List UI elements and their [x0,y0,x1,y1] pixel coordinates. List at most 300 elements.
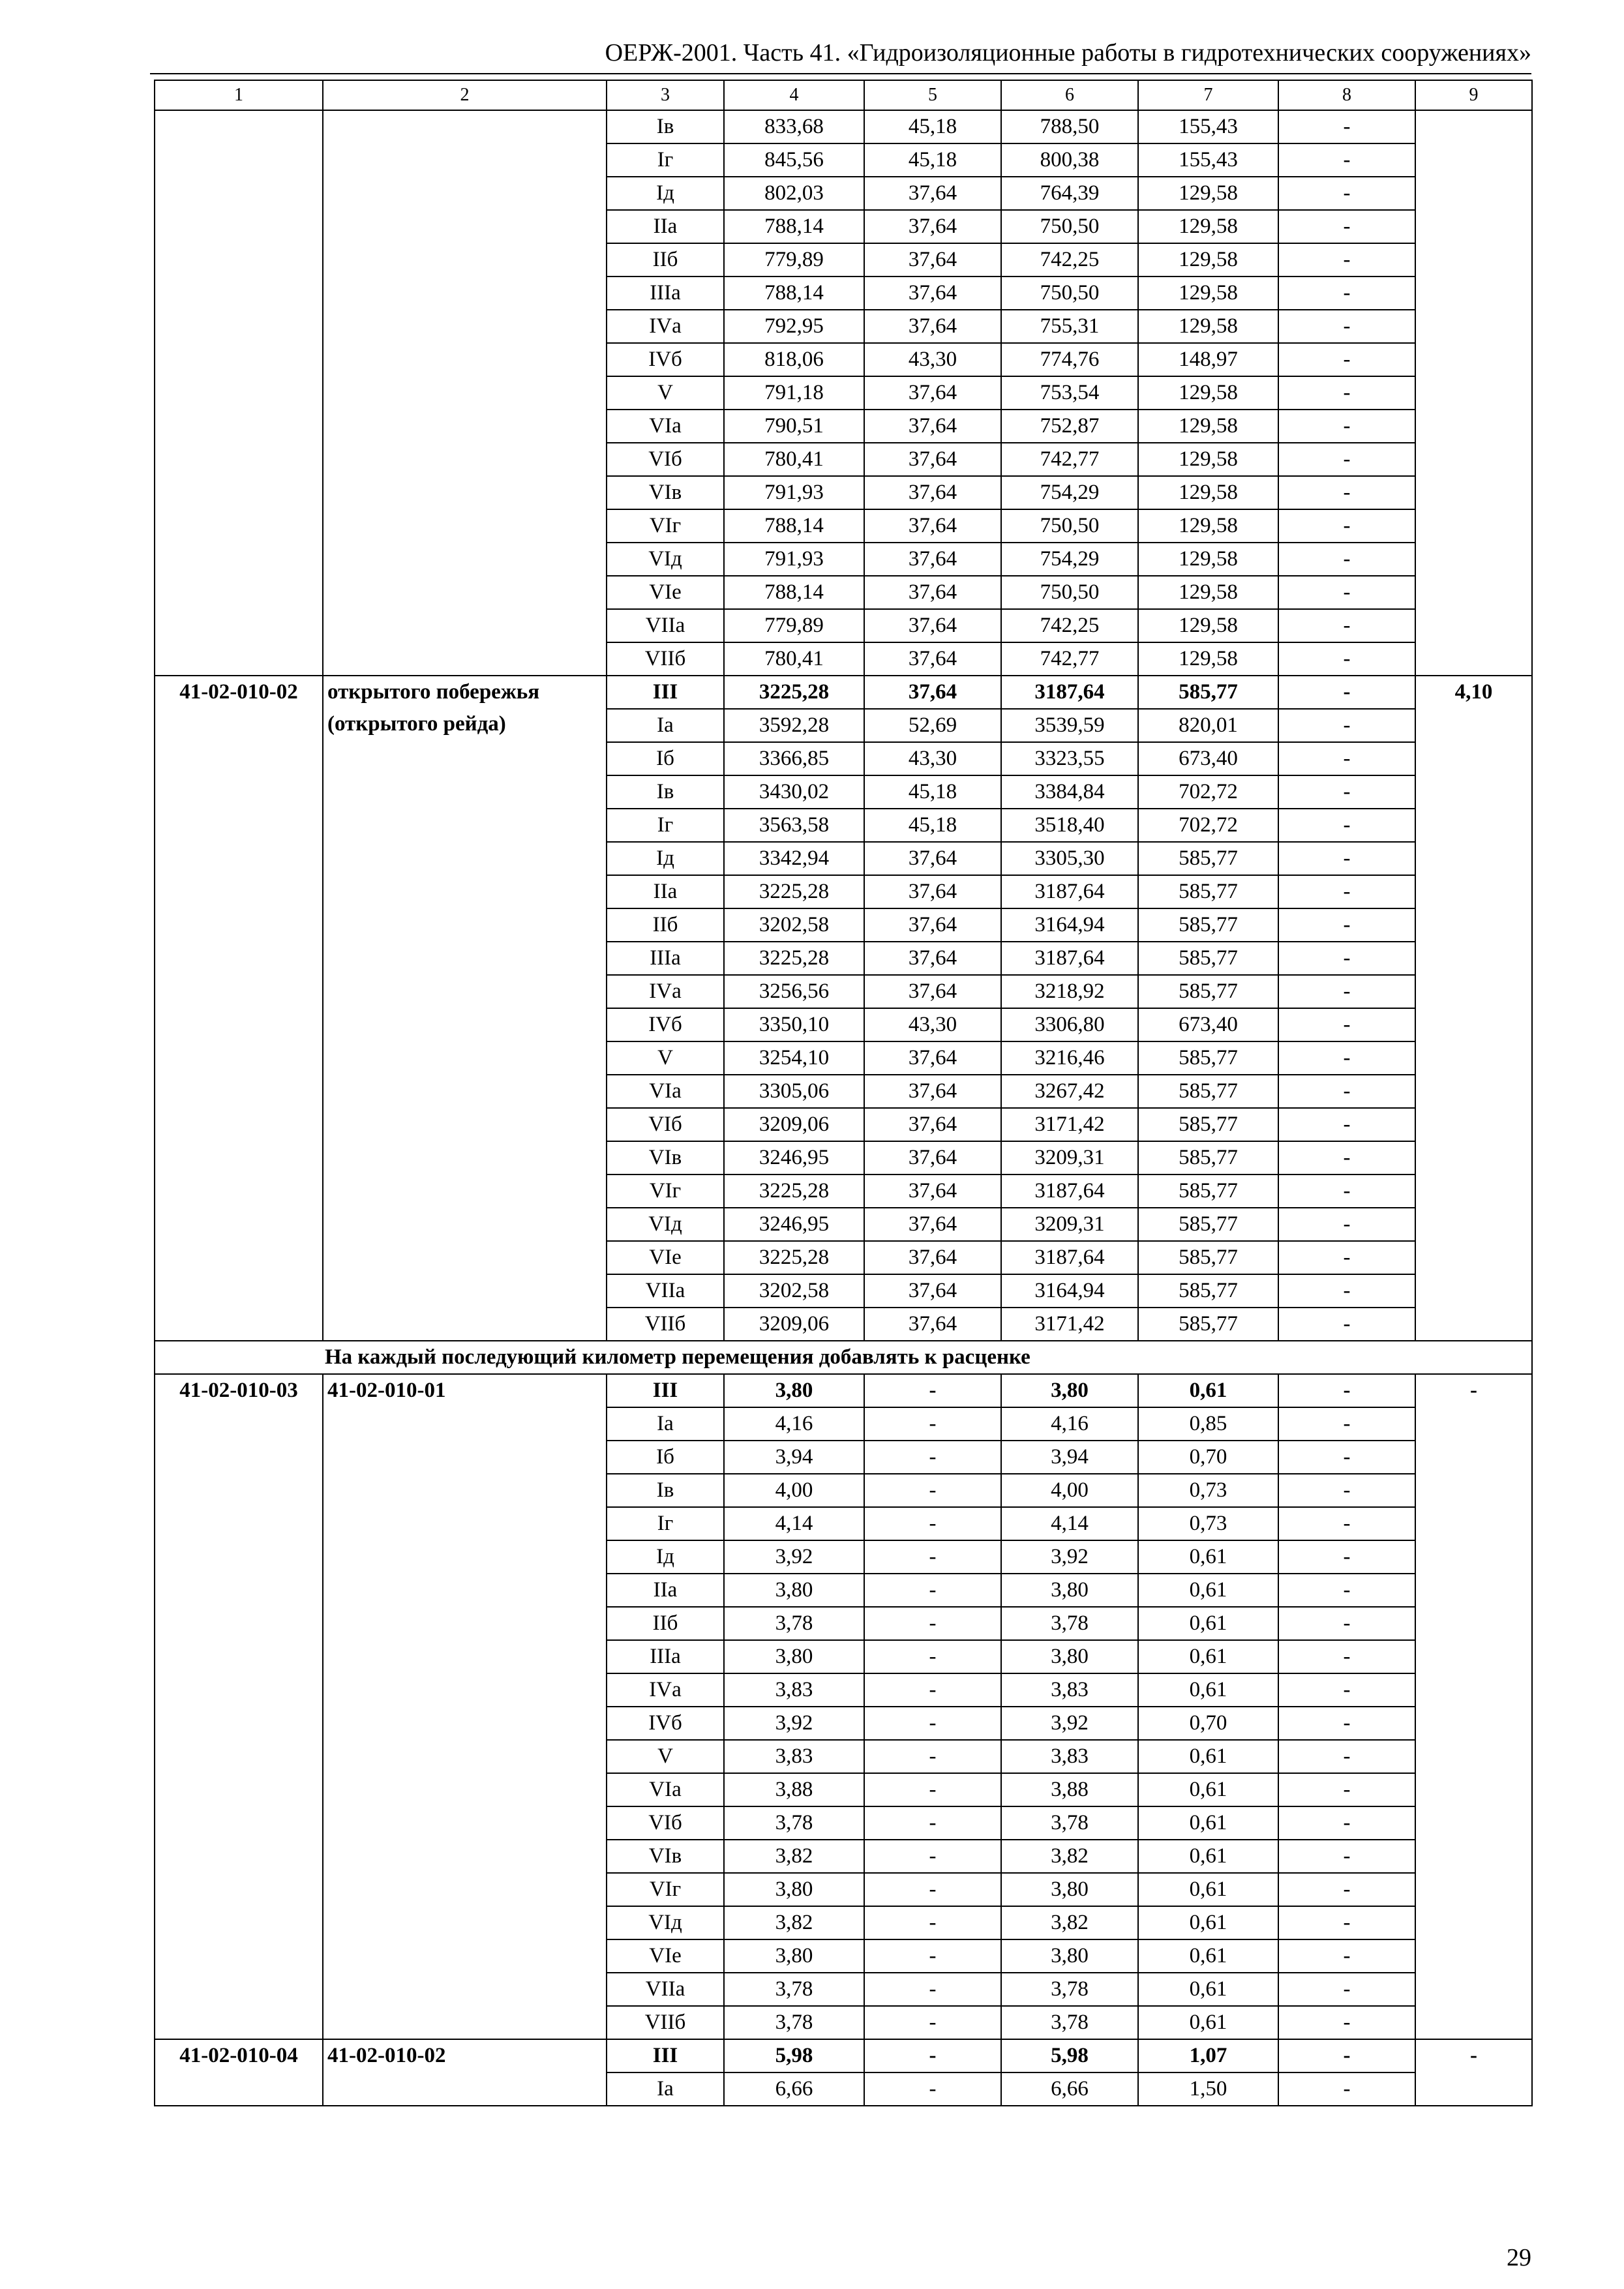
table-cell: 742,25 [1001,243,1138,277]
table-cell: Iб [607,1441,724,1474]
table-cell: - [1278,2006,1415,2039]
table-cell: 802,03 [724,177,864,210]
table-cell: 774,76 [1001,343,1138,376]
column-number: 3 [607,80,724,110]
table-cell: 3,92 [724,1707,864,1740]
table-cell: 37,64 [864,1174,1001,1208]
table-cell: 3,80 [724,1374,864,1407]
table-cell: 3,78 [1001,1806,1138,1840]
table-cell: 3,78 [1001,2006,1138,2039]
rate-code-cell: 41-02-010-04 [155,2039,323,2106]
table-cell: IIIа [607,277,724,310]
table-cell: 3187,64 [1001,1174,1138,1208]
table-cell: IIа [607,875,724,908]
table-cell: 788,50 [1001,110,1138,143]
rate-name-cell [323,676,607,1341]
table-cell: 1,50 [1138,2072,1278,2106]
table-cell: 585,77 [1138,1274,1278,1308]
table-cell: - [1278,1574,1415,1607]
table-cell: 37,64 [864,210,1001,243]
table-cell: 129,58 [1138,177,1278,210]
table-cell: - [864,1574,1001,1607]
table-cell: 37,64 [864,908,1001,942]
table-cell: 37,64 [864,543,1001,576]
table-cell: - [1278,1773,1415,1806]
table-cell: 3246,95 [724,1141,864,1174]
table-cell: - [1278,476,1415,509]
table-cell: - [1278,443,1415,476]
table-cell: 3,80 [1001,1640,1138,1673]
table-cell: VIIб [607,1308,724,1341]
table-cell: - [1278,2072,1415,2106]
table-cell: 750,50 [1001,277,1138,310]
table-cell: 5,98 [1001,2039,1138,2072]
table-cell: 43,30 [864,343,1001,376]
table-cell: 0,61 [1138,1374,1278,1407]
table-cell: IVа [607,1673,724,1707]
header-rule [150,73,1531,74]
table-cell: 3592,28 [724,709,864,742]
table-cell: 37,64 [864,676,1001,709]
table-cell: 37,64 [864,1075,1001,1108]
table-cell: - [1278,143,1415,177]
table-cell: 37,64 [864,376,1001,410]
rate-code-cell: 41-02-010-02 [155,676,323,1341]
table-cell: 585,77 [1138,1075,1278,1108]
table-cell: - [1278,1806,1415,1840]
table-cell: - [1278,1707,1415,1740]
table-cell: - [1278,908,1415,942]
table-cell: 3,83 [724,1673,864,1707]
table-cell: 0,61 [1138,1673,1278,1707]
table-cell: 129,58 [1138,543,1278,576]
table-cell: VIIа [607,609,724,642]
table-cell: 750,50 [1001,509,1138,543]
table-cell: 3187,64 [1001,875,1138,908]
table-cell: 585,77 [1138,842,1278,875]
table-cell: 0,61 [1138,1873,1278,1906]
table-cell: 3246,95 [724,1208,864,1241]
column-number: 7 [1138,80,1278,110]
table-cell: - [864,1441,1001,1474]
table-cell: 0,61 [1138,1939,1278,1973]
table-cell: 585,77 [1138,975,1278,1008]
page-number: 29 [1507,2244,1531,2271]
table-cell: Iв [607,775,724,809]
table-cell: - [1278,1308,1415,1341]
table-cell: 3256,56 [724,975,864,1008]
table-cell: - [1278,1208,1415,1241]
table-cell: - [1278,1274,1415,1308]
table-cell: IVа [607,310,724,343]
table-cell: - [1278,676,1415,709]
table-cell: 3,83 [1001,1740,1138,1773]
table-cell: IIа [607,1574,724,1607]
table-cell: VIе [607,576,724,609]
table-row [155,2039,1532,2072]
table-cell: 820,01 [1138,709,1278,742]
table-cell: 37,64 [864,410,1001,443]
table-cell: Iв [607,110,724,143]
table-cell: 129,58 [1138,443,1278,476]
table-cell: - [1278,642,1415,676]
table-cell: - [1278,709,1415,742]
table-cell: 3,80 [1001,1374,1138,1407]
table-cell: - [1278,809,1415,842]
column-number: 4 [724,80,864,110]
table-cell: 37,64 [864,509,1001,543]
table-cell: VIб [607,1806,724,1840]
table-cell: 585,77 [1138,942,1278,975]
table-cell: VIв [607,1840,724,1873]
table-cell: 779,89 [724,243,864,277]
table-cell: 3306,80 [1001,1008,1138,1041]
table-row [155,110,1532,143]
table-cell: - [1278,1840,1415,1873]
table-cell: VIд [607,1906,724,1939]
table-cell: IIIа [607,942,724,975]
table-cell: - [1278,177,1415,210]
table-cell: 37,64 [864,177,1001,210]
table-cell: 585,77 [1138,875,1278,908]
table-cell: VIг [607,1174,724,1208]
table-cell: 3,80 [724,1939,864,1973]
table-cell: 37,64 [864,277,1001,310]
table-cell: IIб [607,908,724,942]
table-cell: 37,64 [864,942,1001,975]
column-number: 6 [1001,80,1138,110]
table-cell: VIг [607,1873,724,1906]
table-cell: 3,78 [1001,1607,1138,1640]
table-cell: 0,73 [1138,1474,1278,1507]
table-cell: 3,94 [724,1441,864,1474]
table-cell: 3,80 [1001,1574,1138,1607]
table-cell: 3164,94 [1001,908,1138,942]
table-cell: - [1278,243,1415,277]
rate-code-cell [155,110,323,676]
table-cell: - [864,1640,1001,1673]
table-cell: 0,61 [1138,1640,1278,1673]
table-cell: 37,64 [864,1308,1001,1341]
table-cell: 3350,10 [724,1008,864,1041]
table-cell: - [1278,1108,1415,1141]
rates-table [154,80,1533,2106]
table-cell: - [1278,376,1415,410]
table-cell: - [1278,975,1415,1008]
table-cell: III [607,676,724,709]
table-cell: 753,54 [1001,376,1138,410]
table-cell: 37,64 [864,1241,1001,1274]
rate-name-line: открытого побережья [327,680,540,704]
table-cell: - [1278,742,1415,775]
table-cell: 155,43 [1138,110,1278,143]
table-cell: Iд [607,1540,724,1574]
table-cell: IIIа [607,1640,724,1673]
table-cell: 792,95 [724,310,864,343]
table-cell: 585,77 [1138,676,1278,709]
table-cell: 45,18 [864,110,1001,143]
table-cell: 3225,28 [724,676,864,709]
table-cell: - [1278,310,1415,343]
table-cell: 3539,59 [1001,709,1138,742]
table-cell: - [1278,775,1415,809]
table-cell: VIг [607,509,724,543]
table-cell: 3,78 [724,1607,864,1640]
table-cell: - [864,2039,1001,2072]
table-cell: 52,69 [864,709,1001,742]
table-cell: - [864,1973,1001,2006]
table-cell: - [1278,1241,1415,1274]
table-cell: - [864,1673,1001,1707]
table-cell: - [1278,1540,1415,1574]
table-cell: VIа [607,1075,724,1108]
table-cell: - [1278,1474,1415,1507]
table-cell: - [1278,842,1415,875]
table-cell: 702,72 [1138,809,1278,842]
table-cell: 129,58 [1138,310,1278,343]
table-cell: 43,30 [864,742,1001,775]
table-cell: 3202,58 [724,908,864,942]
table-cell: - [1278,1973,1415,2006]
table-cell: 37,64 [864,842,1001,875]
table-cell: 0,61 [1138,1906,1278,1939]
table-cell: 3202,58 [724,1274,864,1308]
table-cell: 129,58 [1138,609,1278,642]
table-cell: 3323,55 [1001,742,1138,775]
table-cell: 3225,28 [724,942,864,975]
table-cell: 3,88 [1001,1773,1138,1806]
table-cell: 37,64 [864,1108,1001,1141]
table-cell: Iв [607,1474,724,1507]
table-cell: VIа [607,410,724,443]
table-row [155,676,1532,709]
table-cell: 742,25 [1001,609,1138,642]
table-cell: VIIб [607,642,724,676]
table-cell: 0,73 [1138,1507,1278,1540]
table-cell: 129,58 [1138,642,1278,676]
table-cell: 0,70 [1138,1441,1278,1474]
table-cell: IIа [607,210,724,243]
table-cell: - [864,1740,1001,1773]
table-cell: Iг [607,143,724,177]
table-cell: 3305,06 [724,1075,864,1108]
column-number-row [155,80,1532,110]
table-cell: - [864,1474,1001,1507]
table-cell: 129,58 [1138,476,1278,509]
table-cell: 585,77 [1138,908,1278,942]
table-cell: - [1278,2039,1415,2072]
table-cell: 585,77 [1138,1108,1278,1141]
table-cell: 37,64 [864,443,1001,476]
table-cell: 3384,84 [1001,775,1138,809]
table-cell: 818,06 [724,343,864,376]
table-cell: 37,64 [864,642,1001,676]
table-cell: 3,80 [724,1873,864,1906]
table-cell: 3225,28 [724,875,864,908]
table-cell: 37,64 [864,975,1001,1008]
table-cell: 3225,28 [724,1241,864,1274]
table-cell: 4,00 [1001,1474,1138,1507]
table-cell: 37,64 [864,243,1001,277]
table-cell: 752,87 [1001,410,1138,443]
table-cell: 129,58 [1138,509,1278,543]
table-cell: 3,94 [1001,1441,1138,1474]
table-cell: 3,82 [1001,1906,1138,1939]
table-cell: V [607,1041,724,1075]
table-cell: 788,14 [724,576,864,609]
table-cell: Iг [607,809,724,842]
table-cell: 129,58 [1138,410,1278,443]
table-cell: 3209,31 [1001,1141,1138,1174]
table-cell: VIе [607,1241,724,1274]
table-cell: - [1278,543,1415,576]
table-cell: - [1278,1174,1415,1208]
table-cell: III [607,2039,724,2072]
table-cell: 3,92 [1001,1707,1138,1740]
table-cell: 37,64 [864,1041,1001,1075]
table-cell: 3187,64 [1001,676,1138,709]
table-cell: - [1278,1141,1415,1174]
table-cell: Iд [607,842,724,875]
table-cell: 45,18 [864,143,1001,177]
table-cell: V [607,376,724,410]
table-cell: 845,56 [724,143,864,177]
table-cell: 3171,42 [1001,1108,1138,1141]
table-cell: 3254,10 [724,1041,864,1075]
table-cell: Iа [607,1407,724,1441]
table-cell: 755,31 [1001,310,1138,343]
table-cell: 742,77 [1001,642,1138,676]
table-cell: 585,77 [1138,1208,1278,1241]
table-cell: 3209,06 [724,1308,864,1341]
table-cell: IVб [607,1008,724,1041]
column-number: 1 [155,80,323,110]
table-cell: 3305,30 [1001,842,1138,875]
table-cell: 3,82 [1001,1840,1138,1873]
rate-name-cell: 41-02-010-01 [323,1374,607,2039]
table-cell: - [864,1840,1001,1873]
table-cell: - [864,1540,1001,1574]
table-cell: - [1278,1441,1415,1474]
table-cell: IIб [607,243,724,277]
table-cell: 754,29 [1001,476,1138,509]
table-cell: - [1278,1374,1415,1407]
table-cell: 129,58 [1138,576,1278,609]
table-cell: - [864,1507,1001,1540]
table-cell: 37,64 [864,875,1001,908]
table-cell: 37,64 [864,310,1001,343]
rate-name-cell: 41-02-010-02 [323,2039,607,2106]
table-cell: 790,51 [724,410,864,443]
table-cell: 791,93 [724,543,864,576]
table-cell: - [1278,509,1415,543]
table-cell: Iа [607,709,724,742]
table-cell: - [1278,1939,1415,1973]
table-cell: V [607,1740,724,1773]
table-cell: 585,77 [1138,1241,1278,1274]
table-cell: 3342,94 [724,842,864,875]
table-cell: 4,16 [724,1407,864,1441]
table-cell: - [1278,1640,1415,1673]
coefficient-cell [1415,110,1532,676]
table-cell: 6,66 [1001,2072,1138,2106]
column-number: 8 [1278,80,1415,110]
page-header: ОЕРЖ-2001. Часть 41. «Гидроизоляционные работы в гидротехнических сооружениях» [605,39,1531,67]
column-number: 5 [864,80,1001,110]
table-cell: IVа [607,975,724,1008]
table-cell: - [864,1707,1001,1740]
table-cell: VIа [607,1773,724,1806]
table-cell: 585,77 [1138,1141,1278,1174]
coefficient-cell: - [1415,1374,1532,2039]
table-cell: Iд [607,177,724,210]
table-cell: 3267,42 [1001,1075,1138,1108]
table-cell: 4,14 [724,1507,864,1540]
section-note-row [155,1341,1532,1374]
table-cell: - [1278,210,1415,243]
table-cell: - [1278,609,1415,642]
table-cell: 37,64 [864,609,1001,642]
table-cell: 742,77 [1001,443,1138,476]
table-cell: - [1278,1673,1415,1707]
table-cell: - [1278,1008,1415,1041]
table-cell: 800,38 [1001,143,1138,177]
table-cell: 3,80 [1001,1873,1138,1906]
table-cell: VIв [607,476,724,509]
table-cell: 3518,40 [1001,809,1138,842]
table-cell: VIIа [607,1973,724,2006]
table-cell: 37,64 [864,1141,1001,1174]
table-cell: 3187,64 [1001,1241,1138,1274]
table-cell: - [1278,1906,1415,1939]
table-cell: - [1278,875,1415,908]
table-cell: 129,58 [1138,243,1278,277]
table-cell: III [607,1374,724,1407]
table-cell: 3164,94 [1001,1274,1138,1308]
table-cell: 754,29 [1001,543,1138,576]
table-cell: 3563,58 [724,809,864,842]
table-cell: - [1278,1041,1415,1075]
table-cell: 0,61 [1138,1806,1278,1840]
table-cell: 3,83 [1001,1673,1138,1707]
table-cell: - [864,1906,1001,1939]
table-cell: - [864,2072,1001,2106]
table-cell: 3209,31 [1001,1208,1138,1241]
table-cell: 37,64 [864,1274,1001,1308]
table-cell: 764,39 [1001,177,1138,210]
table-cell: - [1278,410,1415,443]
table-cell: 3218,92 [1001,975,1138,1008]
table-cell: 0,61 [1138,1773,1278,1806]
table-cell: - [864,1773,1001,1806]
table-cell: 3,80 [1001,1939,1138,1973]
table-cell: 788,14 [724,509,864,543]
table-cell: 3,78 [1001,1973,1138,2006]
table-cell: 43,30 [864,1008,1001,1041]
table-cell: 585,77 [1138,1308,1278,1341]
table-cell: 0,61 [1138,1574,1278,1607]
table-cell: - [864,1374,1001,1407]
column-number: 9 [1415,80,1532,110]
table-cell: 791,93 [724,476,864,509]
table-cell: VIIа [607,1274,724,1308]
table-cell: 673,40 [1138,742,1278,775]
table-cell: - [864,1806,1001,1840]
table-cell: - [864,1873,1001,1906]
table-cell: 750,50 [1001,576,1138,609]
table-cell: 4,14 [1001,1507,1138,1540]
table-cell: 0,61 [1138,1540,1278,1574]
